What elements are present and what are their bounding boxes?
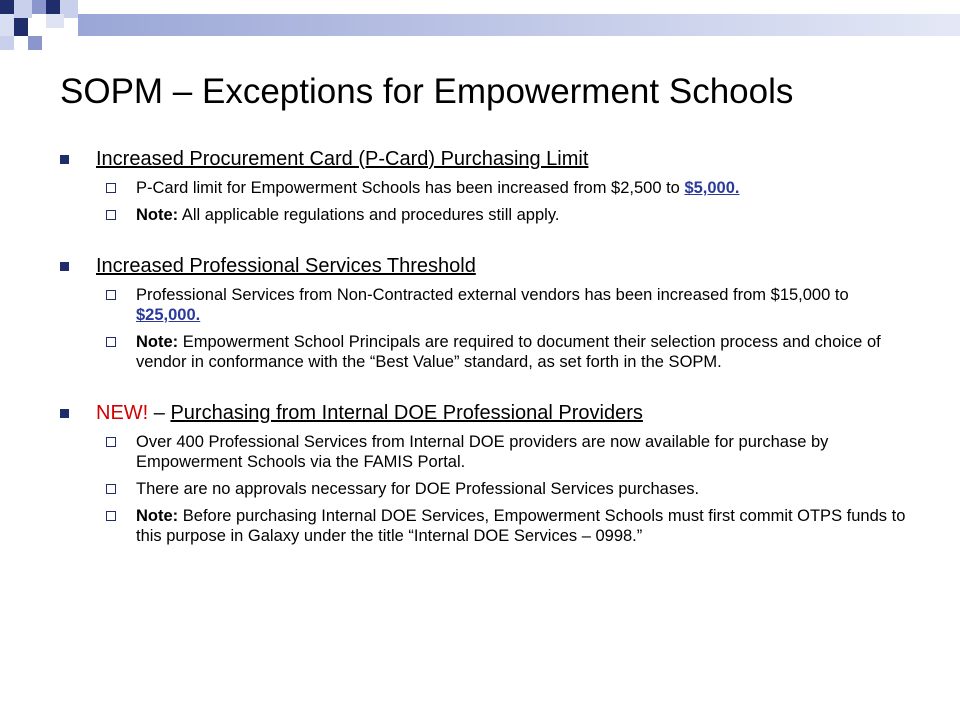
list-item [60, 285, 916, 325]
item-link-amount[interactable]: $25,000. [136, 306, 201, 324]
item-lead: Note: [136, 206, 179, 224]
item-lead: Note: [136, 507, 179, 525]
list-item [60, 432, 916, 472]
deco-square-2 [14, 0, 32, 18]
header-gradient-bar [78, 14, 960, 36]
item-text: Professional Services from Non-Contracted external vendors has been increased from $15,000 to [136, 286, 849, 304]
list-item [60, 506, 916, 546]
slide-title: SOPM – Exceptions for Empowerment Schools [60, 72, 794, 111]
new-label: NEW! [96, 402, 149, 424]
deco-square-3 [32, 0, 46, 14]
slide-content [60, 146, 920, 553]
section-heading [60, 253, 920, 279]
list-item [60, 479, 916, 499]
hollow-square-bullet-icon [106, 183, 116, 193]
filled-square-bullet-icon [60, 155, 69, 164]
section-heading-text: Purchasing from Internal DOE Professional Providers [170, 402, 643, 424]
section-heading [60, 400, 920, 426]
deco-square-9 [28, 36, 42, 50]
deco-square-10 [0, 36, 14, 50]
item-text: Over 400 Professional Services from Internal DOE providers are now available for purchase by Empowerment Schools via the FAMIS Portal. [136, 433, 829, 471]
decorative-squares [0, 0, 960, 60]
deco-square-6 [46, 0, 60, 14]
list-item [60, 205, 916, 225]
item-text: All applicable regulations and procedures still apply. [178, 206, 560, 224]
filled-square-bullet-icon [60, 262, 69, 271]
hollow-square-bullet-icon [106, 437, 116, 447]
section-pcard [60, 146, 920, 225]
hollow-square-bullet-icon [106, 511, 116, 521]
item-lead: Note: [136, 333, 179, 351]
item-text: Empowerment School Principals are required to document their selection process and choice of vendor in conformance with the “Best Value” standard, as set forth in the SOPM. [136, 333, 881, 371]
item-text: P-Card limit for Empowerment Schools has been increased from $2,500 to [136, 179, 685, 197]
hollow-square-bullet-icon [106, 484, 116, 494]
filled-square-bullet-icon [60, 409, 69, 418]
item-text: Before purchasing Internal DOE Services, Empowerment Schools must first commit OTPS funds to this purpose in Galaxy under the title “Internal DOE Services – 0998.” [136, 507, 906, 545]
deco-square-5 [14, 18, 28, 36]
section-heading-text: Increased Professional Services Threshold [96, 255, 476, 277]
hollow-square-bullet-icon [106, 337, 116, 347]
deco-square-1 [0, 0, 14, 14]
section-heading [60, 146, 920, 172]
list-item [60, 178, 916, 198]
hollow-square-bullet-icon [106, 210, 116, 220]
heading-separator: – [148, 402, 171, 424]
deco-square-8 [46, 14, 64, 28]
list-item [60, 332, 916, 372]
deco-square-4 [0, 14, 14, 36]
section-internal-doe [60, 400, 920, 546]
item-link-amount[interactable]: $5,000. [684, 179, 740, 197]
section-professional-services [60, 253, 920, 372]
hollow-square-bullet-icon [106, 290, 116, 300]
section-heading-text: Increased Procurement Card (P-Card) Purchasing Limit [96, 148, 589, 170]
item-text: There are no approvals necessary for DOE Professional Services purchases. [136, 480, 700, 498]
